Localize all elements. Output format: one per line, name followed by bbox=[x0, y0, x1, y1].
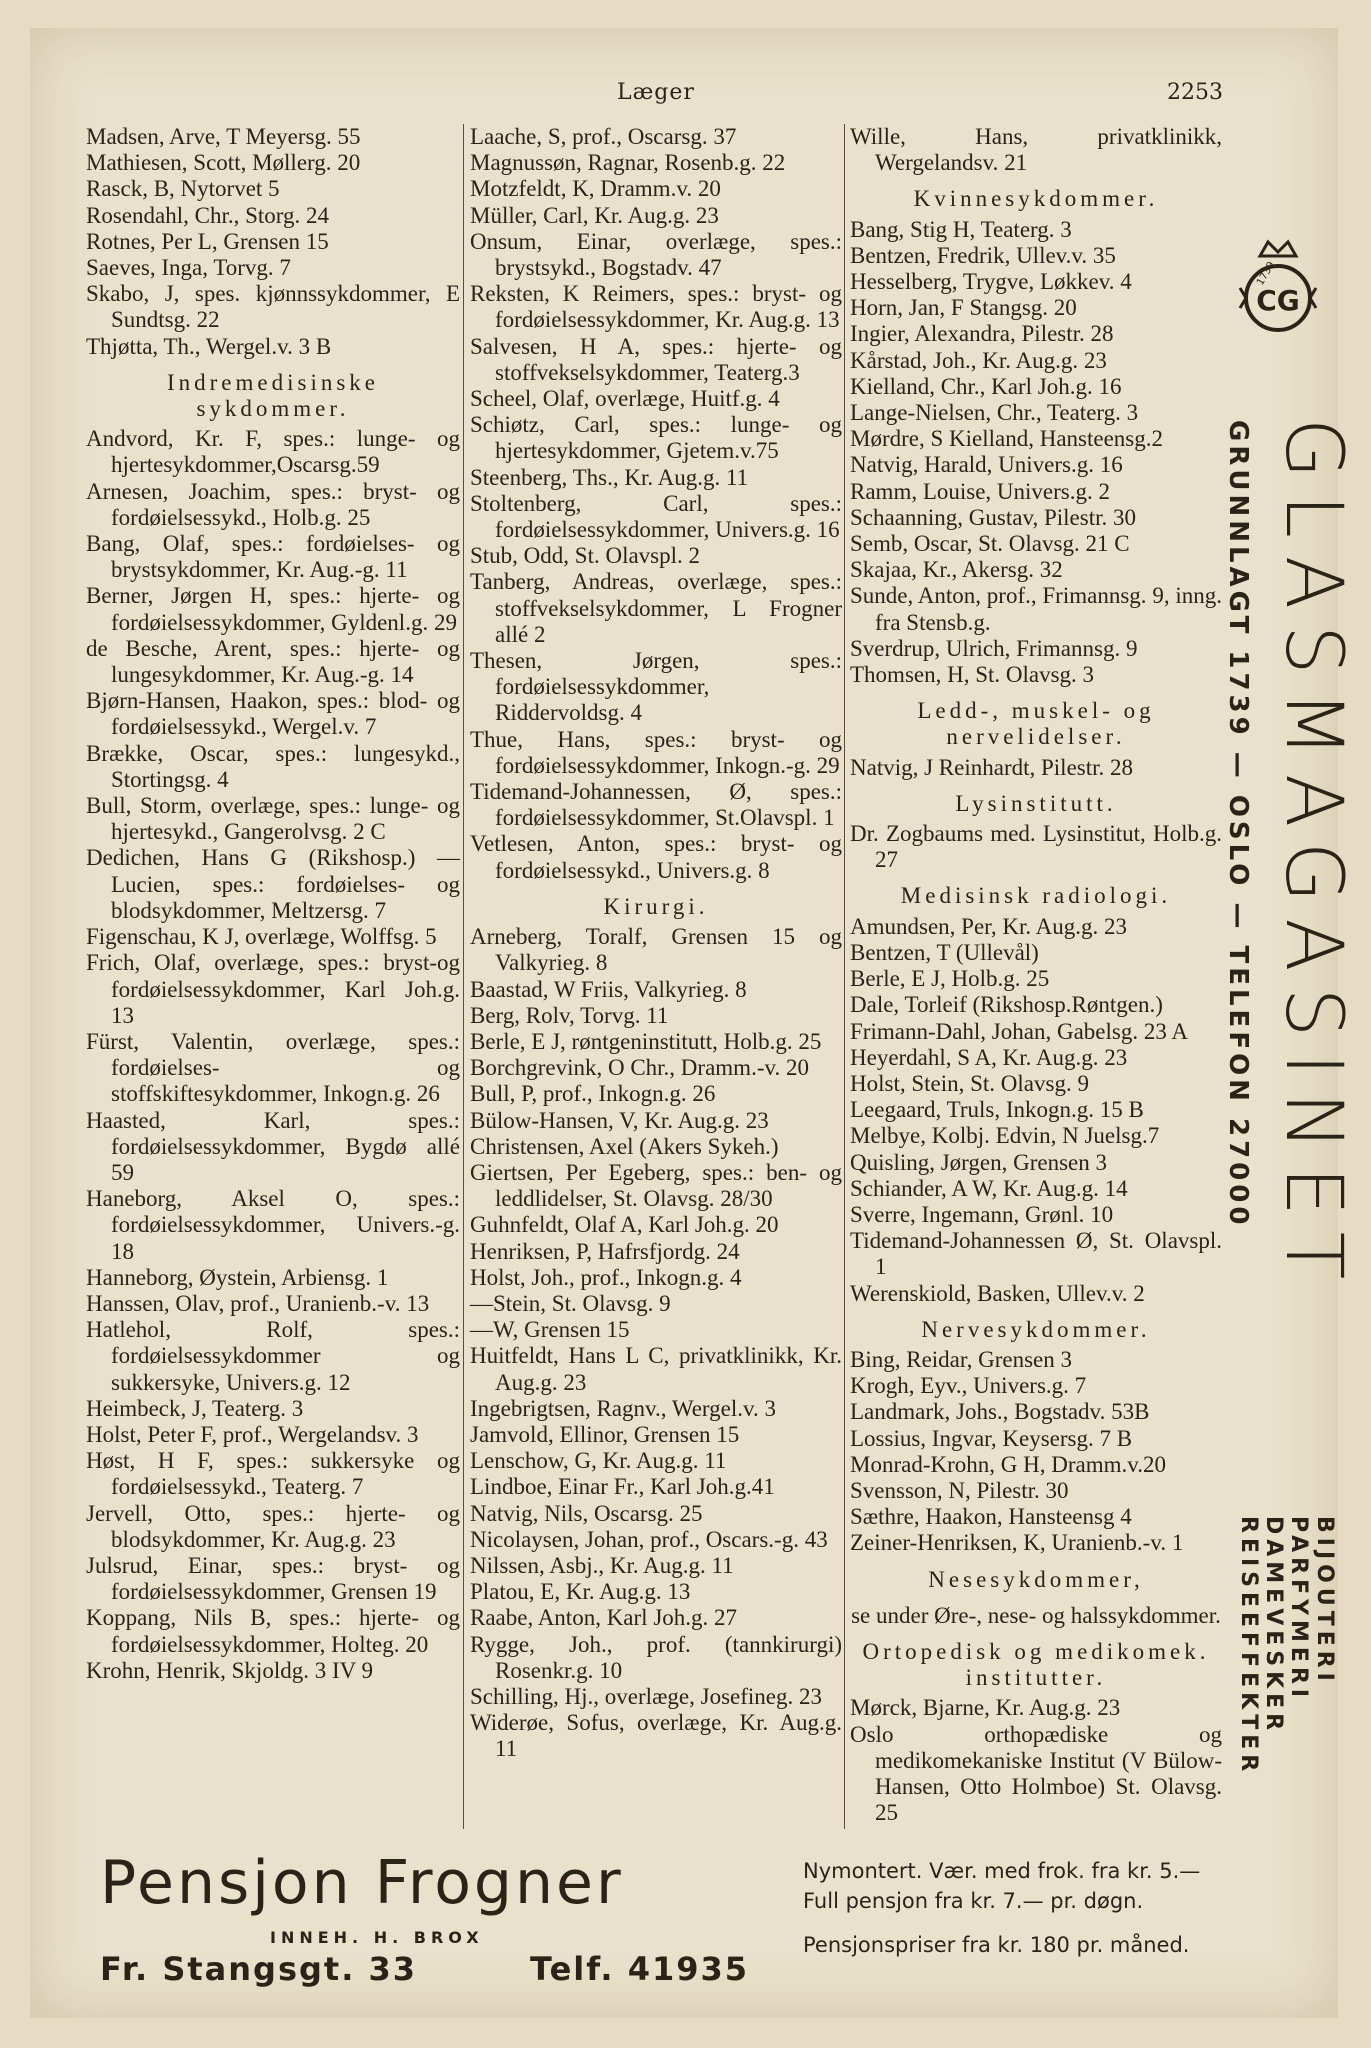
directory-entry: Koppang, Nils B, spes.: hjerte- og fordøielsessykdommer, Holteg. 20 bbox=[86, 1605, 460, 1657]
directory-entry: Ingier, Alexandra, Pilestr. 28 bbox=[850, 321, 1114, 347]
directory-entry: Tidemand-Johannessen Ø, St. Olavspl. 1 bbox=[850, 1228, 1222, 1280]
directory-entry: Bang, Olaf, spes.: fordøielses- og brystsykdommer, Kr. Aug.-g. 11 bbox=[86, 531, 460, 583]
directory-entry: Landmark, Johs., Bogstadv. 53B bbox=[850, 1399, 1150, 1425]
column-divider bbox=[844, 124, 845, 1829]
directory-entry: Schaanning, Gustav, Pilestr. 30 bbox=[850, 504, 1136, 530]
page-number: 2253 bbox=[1167, 80, 1223, 105]
column-2 bbox=[470, 124, 842, 1763]
directory-entry: Haneborg, Aksel O, spes.: fordøielsessykdommer, Univers.-g. 18 bbox=[86, 1186, 460, 1264]
directory-entry: Frich, Olaf, overlæge, spes.: bryst-og fordøielsessykdommer, Karl Joh.g. 13 bbox=[86, 950, 460, 1028]
directory-entry: Jervell, Otto, spes.: hjerte- og blodsykdommer, Kr. Aug.g. 23 bbox=[86, 1500, 460, 1552]
directory-entry: Ramm, Louise, Univers.g. 2 bbox=[850, 478, 1110, 504]
directory-entry: Høst, H F, spes.: sukkersyke og fordøielsessykd., Teaterg. 7 bbox=[86, 1448, 460, 1500]
seal-monogram: CG bbox=[1256, 284, 1300, 317]
directory-entry: Natvig, Nils, Oscarsg. 25 bbox=[470, 1500, 703, 1526]
glasmagasinet-logo: GLASMAGASINET bbox=[1268, 418, 1358, 1296]
directory-entry: Holst, Peter F, prof., Wergelandsv. 3 bbox=[86, 1421, 419, 1447]
section-note: se under Øre-, nese- og halssykdommer. bbox=[851, 1602, 1221, 1628]
directory-entry: Ingebrigtsen, Ragnv., Wergel.v. 3 bbox=[470, 1395, 777, 1421]
directory-entry: Quisling, Jørgen, Grensen 3 bbox=[850, 1149, 1108, 1175]
directory-entry: Mørdre, S Kielland, Hansteensg.2 bbox=[850, 426, 1163, 452]
directory-entry: Fürst, Valentin, overlæge, spes.: fordøielses- og stoffskiftesykdommer, Inkogn.g. 26 bbox=[86, 1028, 460, 1107]
directory-entry: Lenschow, G, Kr. Aug.g. 11 bbox=[470, 1448, 727, 1474]
directory-entry: Julsrud, Einar, spes.: bryst- og fordøielsessykdommer, Grensen 19 bbox=[86, 1552, 460, 1605]
ad-line-reiseeffekter: REISEEFFEKTER bbox=[1236, 1516, 1261, 1777]
directory-entry: Müller, Carl, Kr. Aug.g. 23 bbox=[470, 202, 719, 228]
directory-entry: Holst, Joh., prof., Inkogn.g. 4 bbox=[470, 1264, 742, 1290]
section-heading: Nesesykdommer, bbox=[928, 1566, 1144, 1592]
directory-entry: Arneberg, Toralf, Grensen 15 og Valkyrieg. 8 bbox=[470, 924, 842, 976]
section-heading: Lysinstitutt. bbox=[955, 790, 1117, 816]
directory-entry: Hesselberg, Trygve, Løkkev. 4 bbox=[850, 269, 1132, 295]
directory-entry: Thjøtta, Th., Wergel.v. 3 B bbox=[86, 333, 332, 359]
directory-entry: Baastad, W Friis, Valkyrieg. 8 bbox=[470, 976, 747, 1002]
directory-entry: Mathiesen, Scott, Møllerg. 20 bbox=[86, 150, 361, 176]
directory-entry: Semb, Oscar, St. Olavsg. 21 C bbox=[850, 531, 1130, 557]
directory-entry: Svensson, N, Pilestr. 30 bbox=[850, 1477, 1069, 1503]
directory-entry: Jamvold, Ellinor, Grensen 15 bbox=[470, 1421, 740, 1447]
ad-rate-line: Pensjonspriser fra kr. 180 pr. måned. bbox=[803, 1933, 1190, 1957]
directory-entry: Berle, E J, Holb.g. 25 bbox=[850, 966, 1050, 992]
directory-entry: Thue, Hans, spes.: bryst- og fordøielsessykdommer, Inkogn.-g. 29 bbox=[470, 726, 842, 778]
seal-year: 1739 bbox=[1255, 259, 1278, 288]
directory-entry: Saeves, Inga, Torvg. 7 bbox=[86, 255, 291, 281]
directory-entry: Huitfeldt, Hans L C, privatklinikk, Kr. Aug.g. 23 bbox=[470, 1343, 842, 1395]
directory-entry: Mørck, Bjarne, Kr. Aug.g. 23 bbox=[850, 1695, 1121, 1721]
directory-entry: Sunde, Anton, prof., Frimannsg. 9, inng. fra Stensb.g. bbox=[850, 583, 1222, 635]
page-title: Læger bbox=[617, 80, 695, 105]
directory-entry: Heimbeck, J, Teaterg. 3 bbox=[86, 1395, 304, 1421]
section-heading: Ortopedisk og medikomek. institutter. bbox=[862, 1638, 1210, 1691]
directory-entry: Krohn, Henrik, Skjoldg. 3 IV 9 bbox=[86, 1657, 374, 1683]
directory-entry: Kårstad, Joh., Kr. Aug.g. 23 bbox=[850, 347, 1107, 373]
directory-entry: Dedichen, Hans G (Rikshosp.) —Lucien, spes.: fordøielses- og blodsykdommer, Meltzersg. 7 bbox=[86, 845, 460, 923]
directory-entry: Widerøe, Sofus, overlæge, Kr. Aug.g. 11 bbox=[470, 1710, 842, 1762]
directory-entry: Platou, E, Kr. Aug.g. 13 bbox=[470, 1579, 691, 1605]
directory-entry: Werenskiold, Basken, Ullev.v. 2 bbox=[850, 1280, 1145, 1306]
directory-entry: Vetlesen, Anton, spes.: bryst- og fordøielsessykd., Univers.g. 8 bbox=[470, 831, 842, 883]
ad-address: Fr. Stangsgt. 33 bbox=[100, 1950, 418, 1988]
ad-name: Pensjon Frogner bbox=[100, 1848, 624, 1918]
directory-entry: Thomsen, H, St. Olavsg. 3 bbox=[850, 662, 1095, 688]
directory-entry: Borchgrevink, O Chr., Dramm.-v. 20 bbox=[470, 1055, 809, 1081]
directory-entry: Bull, P, prof., Inkogn.g. 26 bbox=[470, 1081, 716, 1107]
section-heading: Nervesykdommer. bbox=[921, 1316, 1151, 1342]
directory-entry: Lindboe, Einar Fr., Karl Joh.g.41 bbox=[470, 1474, 775, 1500]
directory-entry: Melbye, Kolbj. Edvin, N Juelsg.7 bbox=[850, 1123, 1160, 1149]
directory-entry: Arnesen, Joachim, spes.: bryst- og fordøielsessykd., Holb.g. 25 bbox=[86, 478, 460, 530]
directory-entry: Rygge, Joh., prof. (tannkirurgi) Rosenkr.g. 10 bbox=[470, 1631, 842, 1683]
directory-entry: Kielland, Chr., Karl Joh.g. 16 bbox=[850, 373, 1122, 399]
directory-page bbox=[30, 28, 1358, 2018]
directory-entry: Bülow-Hansen, V, Kr. Aug.g. 23 bbox=[470, 1107, 769, 1133]
directory-entry: Hanssen, Olav, prof., Uranienb.-v. 13 bbox=[86, 1290, 430, 1316]
section-heading: Kvinnesykdommer. bbox=[913, 186, 1159, 212]
ad-line-bijouteri: BIJOUTERI bbox=[1312, 1516, 1337, 1686]
directory-entry: Rosendahl, Chr., Storg. 24 bbox=[86, 202, 330, 228]
directory-entry: Sæthre, Haakon, Hansteensg 4 bbox=[850, 1504, 1132, 1530]
directory-entry: Berle, E J, røntgeninstitutt, Holb.g. 25 bbox=[470, 1028, 822, 1054]
directory-entry: Giertsen, Per Egeberg, spes.: ben- og leddlidelser, St. Olavsg. 28/30 bbox=[470, 1159, 842, 1212]
column-divider bbox=[463, 124, 464, 1829]
directory-entry: Amundsen, Per, Kr. Aug.g. 23 bbox=[850, 913, 1127, 939]
directory-entry: Tidemand-Johannessen, Ø, spes.: fordøielsessykdommer, St.Olavspl. 1 bbox=[470, 779, 842, 831]
directory-entry: Hanneborg, Øystein, Arbiensg. 1 bbox=[86, 1264, 389, 1290]
directory-entry: Rotnes, Per L, Grensen 15 bbox=[86, 228, 329, 254]
directory-entry: Skajaa, Kr., Akersg. 32 bbox=[850, 557, 1063, 583]
directory-entry: Bang, Stig H, Teaterg. 3 bbox=[850, 216, 1072, 242]
column-3 bbox=[850, 124, 1222, 1826]
directory-entry: Guhnfeldt, Olaf A, Karl Joh.g. 20 bbox=[470, 1212, 779, 1238]
pensjon-frogner-ad bbox=[70, 1848, 1310, 1998]
ad-phone: Telf. 41935 bbox=[530, 1950, 750, 1988]
directory-entry: Raabe, Anton, Karl Joh.g. 27 bbox=[470, 1605, 738, 1631]
directory-entry: Natvig, Harald, Univers.g. 16 bbox=[850, 452, 1123, 478]
directory-entry: Andvord, Kr. F, spes.: lunge- og hjertesykdommer,Oscarsg.59 bbox=[86, 426, 460, 478]
directory-entry: Hatlehol, Rolf, spes.: fordøielsessykdommer og sukkersyke, Univers.g. 12 bbox=[86, 1317, 460, 1395]
directory-entry: Frimann-Dahl, Johan, Gabelsg. 23 A bbox=[850, 1018, 1188, 1044]
directory-entry: Krogh, Eyv., Univers.g. 7 bbox=[850, 1373, 1087, 1399]
directory-entry: Onsum, Einar, overlæge, spes.: brystsykd., Bogstadv. 47 bbox=[470, 228, 842, 281]
directory-entry: de Besche, Arent, spes.: hjerte- og lungesykdommer, Kr. Aug.-g. 14 bbox=[86, 635, 460, 688]
directory-entry: Zeiner-Henriksen, K, Uranienb.-v. 1 bbox=[850, 1530, 1184, 1556]
directory-entry: Lossius, Ingvar, Keysersg. 7 B bbox=[850, 1425, 1133, 1451]
directory-entry: —W, Grensen 15 bbox=[470, 1317, 630, 1343]
directory-entry: Figenschau, K J, overlæge, Wolffsg. 5 bbox=[86, 924, 437, 950]
directory-entry: Christensen, Axel (Akers Sykeh.) bbox=[470, 1133, 779, 1159]
column-1 bbox=[86, 124, 460, 1684]
directory-entry: Magnussøn, Ragnar, Rosenb.g. 22 bbox=[470, 150, 786, 176]
directory-entry: Rasck, B, Nytorvet 5 bbox=[86, 176, 280, 202]
directory-entry: Lange-Nielsen, Chr., Teaterg. 3 bbox=[850, 400, 1139, 426]
directory-entry: Oslo orthopædiske og medikomekaniske Institut (V Bülow-Hansen, Otto Holmboe) St. Olavsg. 25 bbox=[850, 1721, 1222, 1826]
directory-entry: Natvig, J Reinhardt, Pilestr. 28 bbox=[850, 754, 1134, 780]
section-heading: Kirurgi. bbox=[603, 893, 709, 919]
ad-line-parfymeri: PARFYMERI bbox=[1286, 1516, 1311, 1703]
section-heading: Ledd-, muskel- og nervelidelser. bbox=[917, 698, 1155, 750]
directory-entry: Tanberg, Andreas, overlæge, spes.: stoffvekselsykdommer, L Frogner allé 2 bbox=[470, 569, 842, 647]
crown-seal-icon bbox=[1238, 238, 1318, 348]
directory-entry: Sverdrup, Ulrich, Frimannsg. 9 bbox=[850, 635, 1138, 661]
directory-entry: Motzfeldt, K, Dramm.v. 20 bbox=[470, 176, 721, 202]
directory-entry: Sverre, Ingemann, Grønl. 10 bbox=[850, 1201, 1114, 1227]
section-heading: Indremedisinske sykdommer. bbox=[166, 369, 379, 422]
directory-entry: Haasted, Karl, spes.: fordøielsessykdommer, Bygdø allé 59 bbox=[86, 1107, 460, 1185]
directory-entry: Nicolaysen, Johan, prof., Oscars.-g. 43 bbox=[470, 1526, 828, 1552]
directory-entry: Leegaard, Truls, Inkogn.g. 15 B bbox=[850, 1097, 1144, 1123]
directory-entry: Reksten, K Reimers, spes.: bryst- og fordøielsessykdommer, Kr. Aug.g. 13 bbox=[470, 281, 842, 333]
directory-entry: Berg, Rolv, Torvg. 11 bbox=[470, 1002, 669, 1028]
directory-entry: Steenberg, Ths., Kr. Aug.g. 11 bbox=[470, 464, 749, 490]
running-head bbox=[30, 80, 1338, 112]
directory-entry: Schiøtz, Carl, spes.: lunge- og hjertesykdommer, Gjetem.v.75 bbox=[470, 412, 842, 464]
directory-entry: Stoltenberg, Carl, spes.: fordøielsessykdommer, Univers.g. 16 bbox=[470, 490, 842, 543]
section-heading: Medisinsk radiologi. bbox=[900, 883, 1172, 909]
directory-entry: Scheel, Olaf, overlæge, Huitf.g. 4 bbox=[470, 386, 780, 412]
ad-rate-line: Nymontert. Vær. med frok. fra kr. 5.— bbox=[803, 1859, 1201, 1883]
directory-entry: Horn, Jan, F Stangsg. 20 bbox=[850, 295, 1077, 321]
directory-entry: Stub, Odd, St. Olavspl. 2 bbox=[470, 543, 701, 569]
directory-entry: Skabo, J, spes. kjønnssykdommer, E Sundtsg. 22 bbox=[86, 281, 460, 333]
directory-entry: Bull, Storm, overlæge, spes.: lunge- og hjertesykd., Gangerolvsg. 2 C bbox=[86, 793, 460, 845]
directory-entry: —Stein, St. Olavsg. 9 bbox=[470, 1290, 671, 1316]
directory-entry: Madsen, Arve, T Meyersg. 55 bbox=[86, 124, 361, 149]
directory-entry: Thesen, Jørgen, spes.: fordøielsessykdommer, Riddervoldsg. 4 bbox=[470, 648, 842, 726]
directory-entry: Schiander, A W, Kr. Aug.g. 14 bbox=[850, 1175, 1128, 1201]
ad-rate-line: Full pensjon fra kr. 7.— pr. døgn. bbox=[803, 1889, 1144, 1913]
directory-entry: Henriksen, P, Hafrsfjordg. 24 bbox=[470, 1238, 740, 1264]
directory-entry: Salvesen, H A, spes.: hjerte- og stoffvekselsykdommer, Teaterg.3 bbox=[470, 333, 842, 385]
glasmagasinet-tagline: GRUNNLAGT 1739 — OSLO — TELEFON 27000 bbox=[1223, 420, 1253, 1229]
ad-line-damevesker: DAMEVESKER bbox=[1261, 1516, 1286, 1736]
directory-entry: Bentzen, T (Ullevål) bbox=[850, 939, 1039, 965]
directory-entry: Dale, Torleif (Rikshosp.Røntgen.) bbox=[850, 992, 1163, 1018]
ad-rates bbox=[803, 1856, 1200, 1960]
ad-owner: INNEH. H. BROX bbox=[270, 1928, 484, 1947]
directory-entry: Bentzen, Fredrik, Ullev.v. 35 bbox=[850, 242, 1116, 268]
directory-entry: Bjørn-Hansen, Haakon, spes.: blod- og fordøielsessykd., Wergel.v. 7 bbox=[86, 688, 460, 740]
directory-entry: Schilling, Hj., overlæge, Josefineg. 23 bbox=[470, 1683, 822, 1709]
directory-entry: Dr. Zogbaums med. Lysinstitut, Holb.g. 27 bbox=[850, 821, 1222, 873]
directory-entry: Nilssen, Asbj., Kr. Aug.g. 11 bbox=[470, 1552, 734, 1578]
directory-entry: Brække, Oscar, spes.: lungesykd., Stortingsg. 4 bbox=[86, 740, 460, 792]
directory-entry: Bing, Reidar, Grensen 3 bbox=[850, 1346, 1073, 1372]
directory-entry: Heyerdahl, S A, Kr. Aug.g. 23 bbox=[850, 1044, 1128, 1070]
directory-entry: Monrad-Krohn, G H, Dramm.v.20 bbox=[850, 1451, 1166, 1477]
directory-entry: Berner, Jørgen H, spes.: hjerte- og fordøielsessykdommer, Gyldenl.g. 29 bbox=[86, 583, 460, 635]
directory-entry: Holst, Stein, St. Olavsg. 9 bbox=[850, 1070, 1089, 1096]
directory-entry: Wille, Hans, privatklinikk, Wergelandsv. 21 bbox=[850, 124, 1222, 176]
directory-entry: Laache, S, prof., Oscarsg. 37 bbox=[470, 124, 737, 149]
